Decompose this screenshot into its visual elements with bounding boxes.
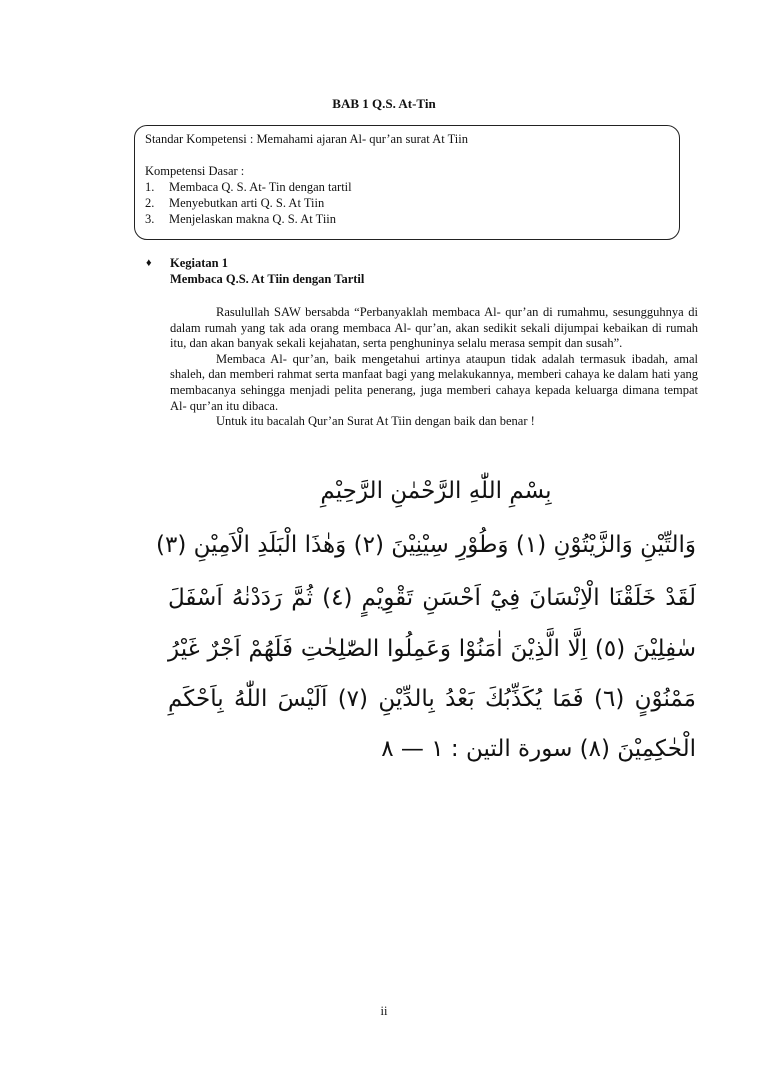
competency-item <box>145 211 669 227</box>
standard-competency: Standar Kompetensi : Memahami ajaran Al- qur’an surat At Tiin <box>145 132 468 146</box>
verse-line: الْحٰكِمِيْنَ (٨) سورة التين : ١ — ٨ <box>381 736 696 762</box>
competency-item-number: 1. <box>145 180 155 194</box>
page-number: ii <box>380 1004 388 1018</box>
paragraph: Untuk itu bacalah Qur’an Surat At Tiin dengan baik dan benar ! <box>216 414 535 429</box>
verse-line: وَالتِّيْنِ وَالزَّيْتُوْنِ (١) وَطُوْرِ سِيْنِيْنَ (٢) وَهٰذَا الْبَلَدِ الْاَمِيْنِ (٣) <box>156 532 696 558</box>
verse-line: لَقَدْ خَلَقْنَا الْاِنْسَانَ فِيْٓ اَحْسَنِ تَقْوِيْمٍ (٤) ثُمَّ رَدَدْنٰهُ اَسْفَلَ <box>168 585 696 611</box>
competency-item-text: Menjelaskan makna Q. S. At Tiin <box>169 212 337 226</box>
verse-line: مَمْنُوْنٍ (٦) فَمَا يُكَذِّبُكَ بَعْدُ بِالدِّيْنِ (٧) اَلَيْسَ اللّٰهُ بِاَحْكَمِ <box>168 686 696 712</box>
surah-at-tin-text <box>156 470 696 770</box>
competency-item-text: Menyebutkan arti Q. S. At Tiin <box>169 196 325 210</box>
basic-competency-label: Kompetensi Dasar : <box>145 164 245 178</box>
diamond-bullet-icon: ♦ <box>146 257 152 269</box>
competency-box <box>134 125 680 240</box>
activity-subtitle: Membaca Q.S. At Tiin dengan Tartil <box>170 272 365 286</box>
page-title: BAB 1 Q.S. At-Tin <box>332 96 436 111</box>
paragraph: Rasulullah SAW bersabda “Perbanyaklah membaca Al- qur’an di rumahmu, sesungguhnya di dalam rumah yang tak ada orang membaca Al- qur’an, akan sedikit sekali dijumpai kebaikan di rumah itu, dan akan banyak sekali kejahatan, serta penghuninya selalu merasa sempit dan susah”. <box>170 305 698 351</box>
competency-item-number: 2. <box>145 196 155 210</box>
activity-body <box>170 305 698 430</box>
competency-item <box>145 179 669 195</box>
competency-item <box>145 195 669 211</box>
basmala: بِسْمِ اللّٰهِ الرَّحْمٰنِ الرَّحِيْمِ <box>320 478 552 504</box>
competency-item-text: Membaca Q. S. At- Tin dengan tartil <box>169 180 352 194</box>
paragraph: Membaca Al- qur’an, baik mengetahui artinya ataupun tidak adalah termasuk ibadah, amal shaleh, dan memberi rahmat serta manfaat bagi yang melakukannya, memberi cahaya ke dalam hati yang membacanya sehingga menjadi pelita penerang, juga memberi cahaya kepada keluarga dimana tempat Al- qur’an itu dibaca. <box>170 351 698 413</box>
activity-title: Kegiatan 1 <box>170 256 228 270</box>
competency-list <box>145 179 669 227</box>
verse-line: سٰفِلِيْنَ (٥) اِلَّا الَّذِيْنَ اٰمَنُوْا وَعَمِلُوا الصّٰلِحٰتِ فَلَهُمْ اَجْرٌ غَيْرُ <box>168 636 696 662</box>
activity-heading <box>146 255 706 287</box>
competency-item-number: 3. <box>145 212 155 226</box>
